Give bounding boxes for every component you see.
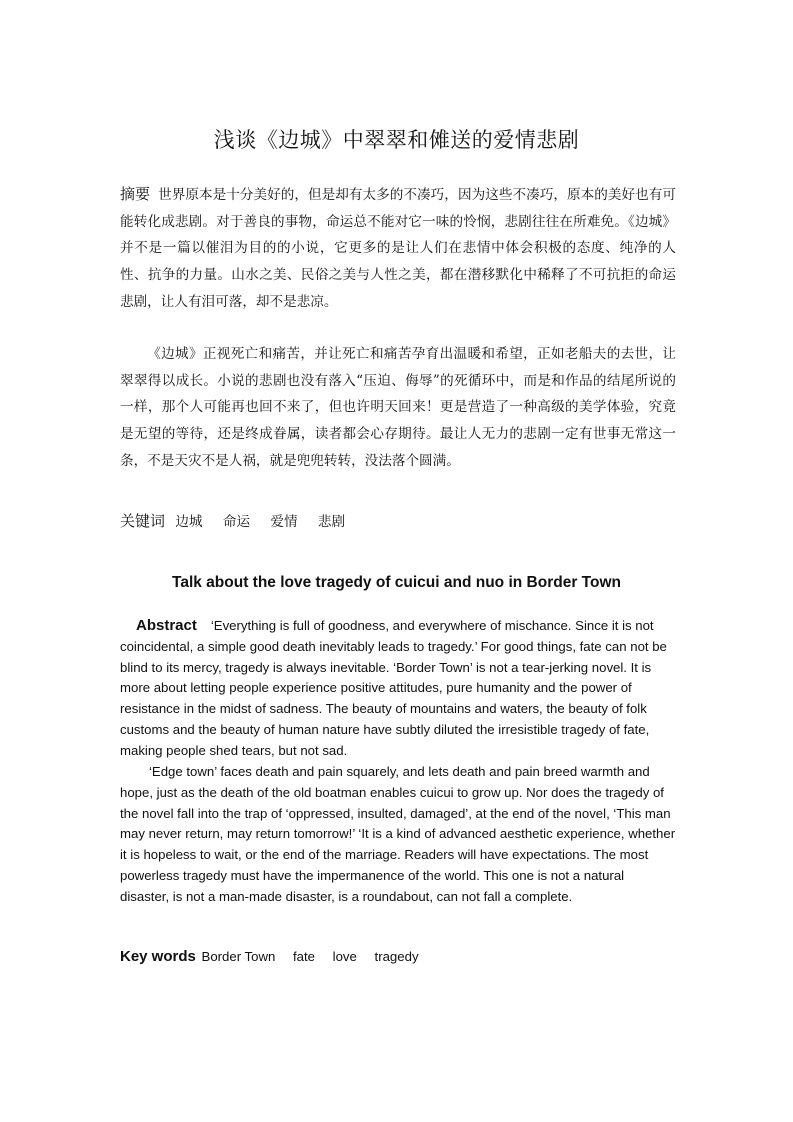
english-keyword: tragedy [374,949,419,964]
english-abstract-label: Abstract [136,617,197,634]
chinese-abstract-paragraph-2: 《边城》正视死亡和痛苦，并让死亡和痛苦孕育出温暖和希望，正如老船夫的去世，让翠翠得以成长。小说的悲剧也没有落入“压迫、侮辱”的死循环中，而是和作品的结尾所说的一样，那个人可能再也回不来了，但也许明天回来！更是营造了一种高级的美学体验，究竟是无望的等待，还是终成眷属，读者都会心存期待。最让人无力的悲剧一定有世事无常这一条，不是天灾不是人祸，就是兜兜转转，没法落个圆满。 [120,346,676,469]
chinese-keyword: 边城 [175,514,203,530]
chinese-keywords [120,510,361,531]
english-abstract-text-1: ‘Everything is full of goodness, and everywhere of mischance. Since it is not coincidental, a simple good death inevitably leads to tragedy.’ For good things, fate can not be blind to its mercy, tragedy is always inevitable. ‘Border Town’ is not a tear-jerking novel. It is more about letting people experience positive attitudes, pure humanity and the power of resistance in the midst of sadness. The beauty of mountains and waters, the beauty of folk customs and the beauty of human nature have subtly diluted the irresistible tragedy of fate, making people shed tears, but not sad. [120,618,667,758]
chinese-abstract-paragraph [120,181,676,316]
chinese-keyword: 命运 [222,514,251,530]
chinese-keywords-label: 关键词 [120,512,166,530]
chinese-keyword: 爱情 [270,514,298,530]
chinese-abstract-text-1: 世界原本是十分美好的，但是却有太多的不凑巧，因为这些不凑巧，原本的美好也有可能转化成悲剧。对于善良的事物，命运总不能对它一味的怜悯，悲剧往往在所难免。《边城》并不是一篇以催泪为目的的小说，它更多的是让人们在悲情中体会积极的态度、纯净的人性、抗争的力量。山水之美、民俗之美与人性之美，都在潜移默化中稀释了不可抗拒的命运悲剧，让人有泪可落，却不是悲凉。 [120,187,676,310]
english-keywords [120,948,433,965]
english-abstract-paragraph [120,616,676,762]
english-keyword: Border Town [201,949,276,964]
english-abstract-paragraph-2: ‘Edge town’ faces death and pain squarely, and lets death and pain breed warmth and hope, just as the death of the old boatman enables cuicui to grow up. Nor does the tragedy of the novel fall into the trap of ‘oppressed, insulted, damaged’, at the end of the novel, ‘This man may never return, may return tomorrow!’ ‘It is a kind of advanced aesthetic experience, whether it is hopeless to wait, or the end of the marriage. Readers will have expectations. The most powerless tragedy must have the impermanence of the world. This one is not a natural disaster, is not a man-made disaster, is a roundabout, can not fall a complete. [120,764,676,904]
chinese-title: 浅谈《边城》中翠翠和傩送的爱情悲剧 [213,128,580,152]
chinese-abstract-label: 摘要 [120,185,151,203]
english-keywords-label: Key words [120,948,196,965]
english-keyword: fate [293,949,315,964]
english-keyword: love [332,949,357,964]
english-title: Talk about the love tragedy of cuicui and nuo in Border Town [172,574,621,591]
chinese-keyword: 悲剧 [317,514,346,530]
